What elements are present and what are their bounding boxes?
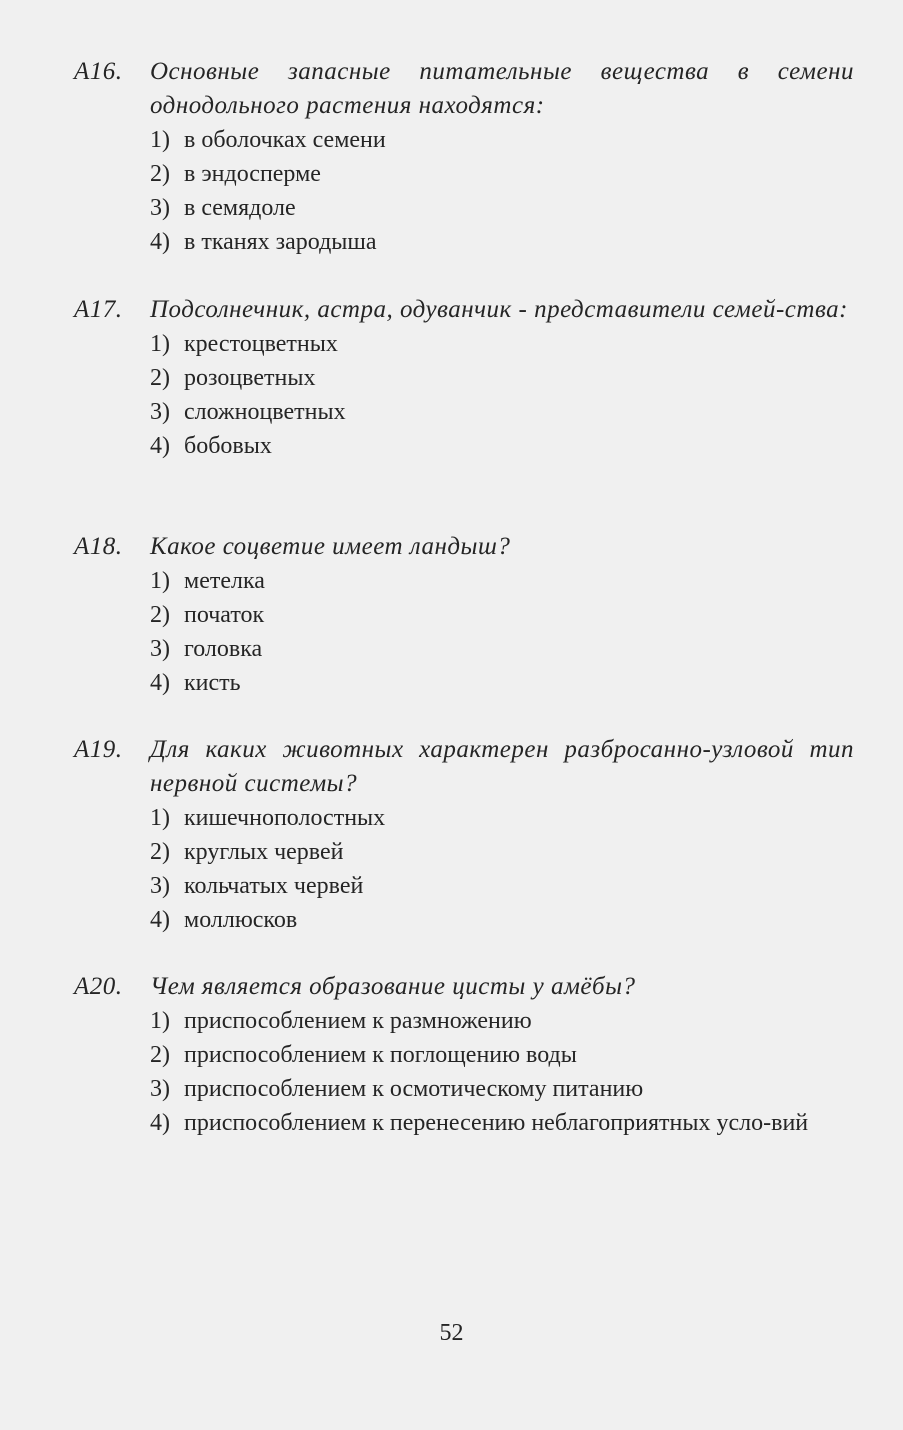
option-number: 3) bbox=[150, 873, 170, 899]
answer-option bbox=[150, 191, 854, 225]
option-text: в оболочках семени bbox=[184, 127, 386, 153]
answer-option bbox=[150, 632, 854, 666]
question-header bbox=[74, 530, 854, 564]
option-number: 4) bbox=[150, 1110, 170, 1136]
question-a19 bbox=[74, 733, 854, 937]
option-text: бобовых bbox=[184, 433, 272, 459]
answer-option bbox=[150, 123, 854, 157]
option-number: 3) bbox=[150, 399, 170, 425]
option-number: 3) bbox=[150, 195, 170, 221]
answer-options bbox=[74, 801, 854, 937]
option-text: кольчатых червей bbox=[184, 873, 364, 899]
question-a18 bbox=[74, 530, 854, 700]
question-header bbox=[74, 970, 854, 1004]
option-text: початок bbox=[184, 602, 265, 628]
answer-options bbox=[74, 123, 854, 259]
option-text: сложноцветных bbox=[184, 399, 346, 425]
question-a17 bbox=[74, 293, 854, 463]
option-number: 1) bbox=[150, 568, 170, 594]
answer-option bbox=[150, 1038, 854, 1072]
page-number: 52 bbox=[439, 1320, 464, 1346]
option-text: в эндосперме bbox=[184, 161, 321, 187]
question-number: А17. bbox=[74, 296, 123, 323]
option-number: 4) bbox=[150, 907, 170, 933]
answer-options bbox=[74, 327, 854, 463]
option-text: моллюсков bbox=[184, 907, 298, 933]
answer-option bbox=[150, 395, 854, 429]
option-text: крестоцветных bbox=[184, 331, 338, 357]
question-header bbox=[74, 733, 854, 801]
option-text: розоцветных bbox=[184, 365, 316, 391]
question-number: А20. bbox=[74, 973, 123, 1000]
answer-option bbox=[150, 361, 854, 395]
question-text: Подсолнечник, астра, одуванчик - представители семей-ства: bbox=[150, 296, 848, 323]
answer-option bbox=[150, 801, 854, 835]
option-number: 2) bbox=[150, 602, 170, 628]
option-number: 4) bbox=[150, 670, 170, 696]
question-header bbox=[74, 293, 854, 327]
question-number: А16. bbox=[74, 58, 123, 85]
option-number: 2) bbox=[150, 365, 170, 391]
option-text: приспособлением к размножению bbox=[184, 1008, 532, 1034]
option-number: 2) bbox=[150, 161, 170, 187]
option-number: 2) bbox=[150, 839, 170, 865]
answer-option bbox=[150, 869, 854, 903]
option-number: 4) bbox=[150, 433, 170, 459]
option-text: кисть bbox=[184, 670, 241, 696]
answer-option bbox=[150, 835, 854, 869]
answer-option bbox=[150, 903, 854, 937]
option-text: в семядоле bbox=[184, 195, 296, 221]
answer-option bbox=[150, 564, 854, 598]
option-number: 1) bbox=[150, 127, 170, 153]
option-text: метелка bbox=[184, 568, 265, 594]
answer-option bbox=[150, 1072, 854, 1106]
option-number: 3) bbox=[150, 1076, 170, 1102]
option-text: приспособлением к перенесению неблагоприятных усло-вий bbox=[184, 1110, 809, 1136]
answer-option bbox=[150, 327, 854, 361]
option-number: 3) bbox=[150, 636, 170, 662]
option-number: 2) bbox=[150, 1042, 170, 1068]
question-a20 bbox=[74, 970, 854, 1140]
question-number: А19. bbox=[74, 736, 123, 763]
option-text: головка bbox=[184, 636, 263, 662]
answer-option bbox=[150, 225, 854, 259]
answer-option bbox=[150, 598, 854, 632]
option-number: 1) bbox=[150, 331, 170, 357]
question-a16 bbox=[74, 55, 854, 259]
answer-option bbox=[150, 666, 854, 700]
option-number: 1) bbox=[150, 805, 170, 831]
answer-options bbox=[74, 1004, 854, 1140]
answer-option bbox=[150, 157, 854, 191]
option-text: круглых червей bbox=[184, 839, 344, 865]
option-number: 1) bbox=[150, 1008, 170, 1034]
answer-option bbox=[150, 1106, 854, 1140]
answer-option bbox=[150, 429, 854, 463]
question-text: Какое соцветие имеет ландыш? bbox=[150, 533, 511, 560]
question-text: Для каких животных характерен разбросанно-узловой тип нервной системы? bbox=[150, 736, 854, 797]
option-text: приспособлением к осмотическому питанию bbox=[184, 1076, 644, 1102]
question-number: А18. bbox=[74, 533, 123, 560]
option-number: 4) bbox=[150, 229, 170, 255]
option-text: в тканях зародыша bbox=[184, 229, 377, 255]
option-text: приспособлением к поглощению воды bbox=[184, 1042, 577, 1068]
answer-option bbox=[150, 1004, 854, 1038]
answer-options bbox=[74, 564, 854, 700]
option-text: кишечнополостных bbox=[184, 805, 386, 831]
question-text: Чем является образование цисты у амёбы? bbox=[150, 973, 636, 1000]
question-header bbox=[74, 55, 854, 123]
question-text: Основные запасные питательные вещества в семени однодольного растения находятся: bbox=[150, 58, 854, 119]
